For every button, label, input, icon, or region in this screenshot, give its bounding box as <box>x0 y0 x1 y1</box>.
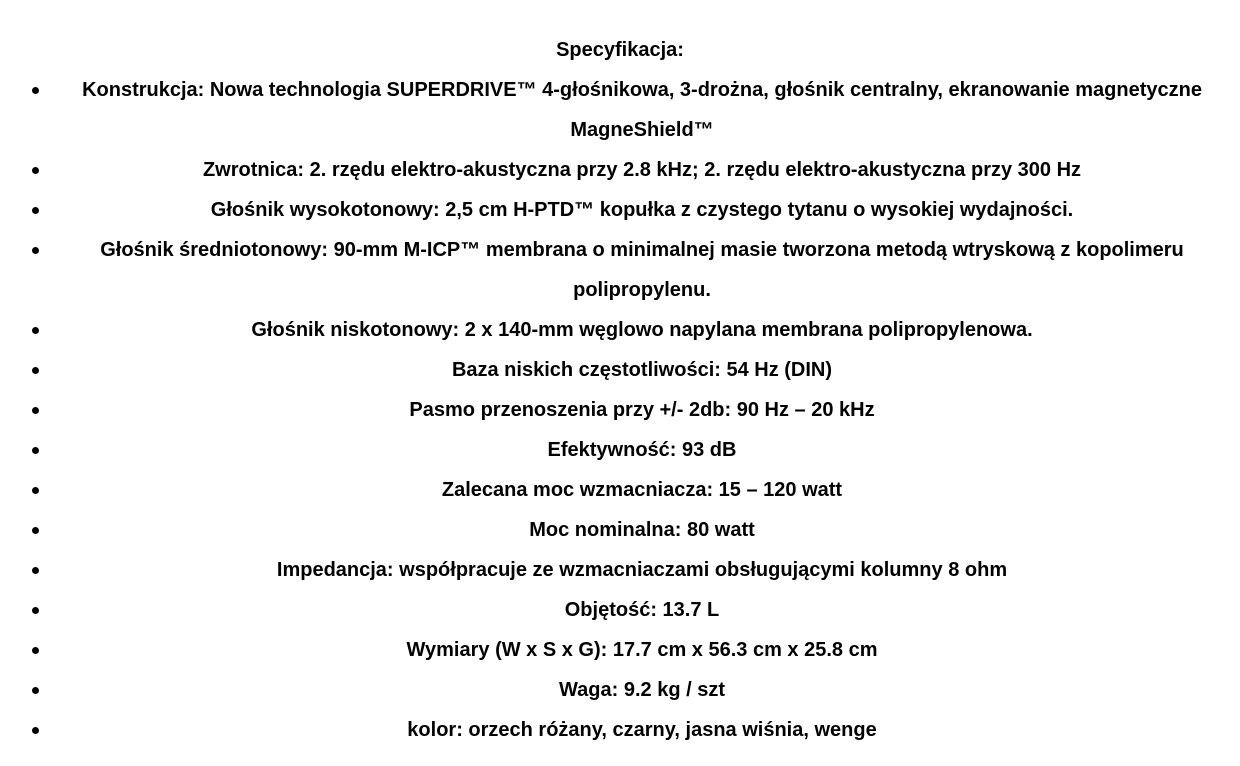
spec-item-text: Wymiary (W x S x G): 17.7 cm x 56.3 cm x 25.8 cm <box>406 639 878 661</box>
spec-item-efficiency <box>0 430 1240 470</box>
spec-item-text: Moc nominalna: 80 watt <box>529 519 755 541</box>
bullet-icon <box>32 407 39 414</box>
bullet-icon <box>32 207 39 214</box>
spec-list <box>0 70 1240 750</box>
spec-item-crossover <box>0 150 1240 190</box>
spec-item-text: kolor: orzech różany, czarny, jasna wiśnia, wenge <box>407 719 877 741</box>
spec-item-text: Impedancja: współpracuje ze wzmacniaczami obsługującymi kolumny 8 ohm <box>276 559 1008 581</box>
bullet-icon <box>32 647 39 654</box>
spec-item-text: Głośnik średniotonowy: 90-mm M-ICP™ membrana o minimalnej masie tworzona metodą wtryskową z kopolimeru polipropylenu. <box>100 239 1184 301</box>
spec-item-color <box>0 710 1240 750</box>
spec-item-woofer <box>0 310 1240 350</box>
bullet-icon <box>32 447 39 454</box>
bullet-icon <box>32 607 39 614</box>
spec-item-tweeter <box>0 190 1240 230</box>
spec-item-text: Głośnik niskotonowy: 2 x 140-mm węglowo napylana membrana polipropylenowa. <box>251 319 1033 341</box>
spec-item-frequency-response <box>0 390 1240 430</box>
bullet-icon <box>32 167 39 174</box>
spec-item-text: Objętość: 13.7 L <box>564 599 720 621</box>
spec-item-text: Głośnik wysokotonowy: 2,5 cm H-PTD™ kopułka z czystego tytanu o wysokiej wydajności. <box>210 199 1074 221</box>
spec-item-midrange <box>0 230 1240 310</box>
bullet-icon <box>32 567 39 574</box>
spec-item-text: Efektywność: 93 dB <box>547 439 737 461</box>
bullet-icon <box>32 687 39 694</box>
spec-item-text: Zalecana moc wzmacniacza: 15 – 120 watt <box>441 479 843 501</box>
spec-item-text: Pasmo przenoszenia przy +/- 2db: 90 Hz – 20 kHz <box>409 399 875 421</box>
bullet-icon <box>32 527 39 534</box>
bullet-icon <box>32 247 39 254</box>
bullet-icon <box>32 87 39 94</box>
spec-item-text: Konstrukcja: Nowa technologia SUPERDRIVE™ 4-głośnikowa, 3-drożna, głośnik centralny, ekranowanie magnetyczne MagneShield™ <box>82 79 1202 141</box>
spec-item-weight <box>0 670 1240 710</box>
spec-item-construction <box>0 70 1240 150</box>
spec-item-dimensions <box>0 630 1240 670</box>
bullet-icon <box>32 487 39 494</box>
spec-item-volume <box>0 590 1240 630</box>
bullet-icon <box>32 367 39 374</box>
bullet-icon <box>32 727 39 734</box>
spec-item-text: Baza niskich częstotliwości: 54 Hz (DIN) <box>451 359 833 381</box>
spec-item-impedance <box>0 550 1240 590</box>
spec-title: Specyfikacja: <box>556 39 684 61</box>
spec-item-text: Waga: 9.2 kg / szt <box>559 679 725 701</box>
spec-item-text: Zwrotnica: 2. rzędu elektro-akustyczna przy 2.8 kHz; 2. rzędu elektro-akustyczna przy 300 Hz <box>202 159 1082 181</box>
spec-item-bass-base <box>0 350 1240 390</box>
spec-item-amplifier-power <box>0 470 1240 510</box>
spec-item-nominal-power <box>0 510 1240 550</box>
bullet-icon <box>32 327 39 334</box>
